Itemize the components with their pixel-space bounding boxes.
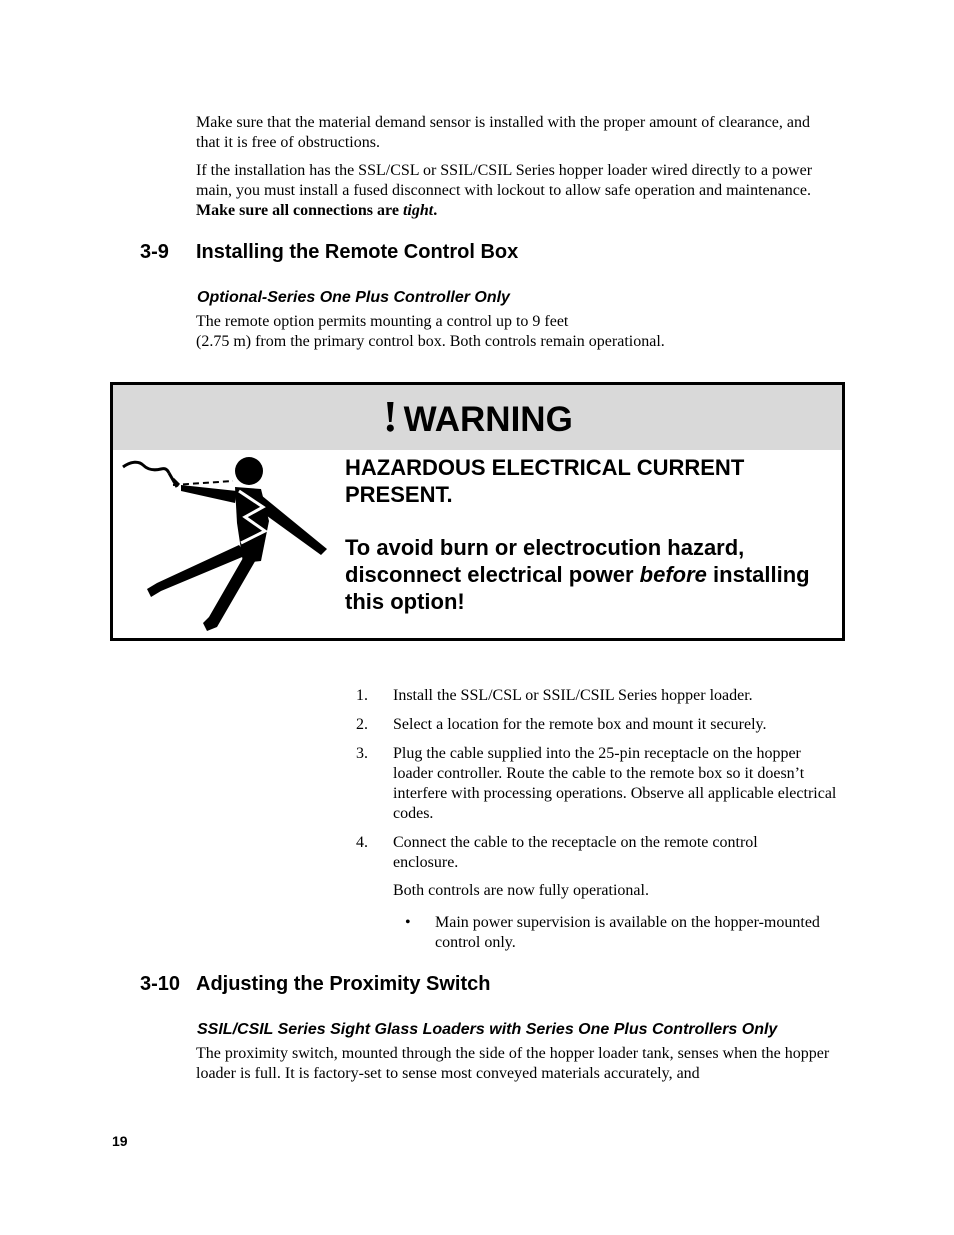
warning-title (383, 393, 573, 444)
step-text: Select a location for the remote box and mount it securely. (393, 716, 767, 733)
warning-instruction-text (345, 534, 815, 615)
section-title: Adjusting the Proximity Switch (196, 973, 491, 995)
section-heading-3-10 (140, 972, 740, 996)
list-item (356, 715, 856, 735)
step-number: 3. (356, 745, 368, 762)
warning-box (110, 382, 845, 641)
emphasis-connections: Make sure all connections are (196, 202, 403, 219)
warning-emphasis-before: before (639, 562, 707, 587)
warning-instruction-end: installing this option! (345, 562, 810, 614)
exclamation-icon: ! (383, 392, 398, 441)
list-item (356, 686, 856, 706)
paragraph-fused-disconnect (196, 161, 836, 221)
warning-label: WARNING (403, 400, 573, 439)
emphasis-period: . (433, 202, 438, 219)
section-title: Installing the Remote Control Box (196, 241, 519, 263)
list-item (356, 744, 856, 824)
list-item (405, 913, 855, 953)
list-item (356, 833, 856, 873)
paragraph-text: If the installation has the SSL/CSL or SSIL/CSIL Series hopper loader wired directly to a power main, you must install a fused disconnect with lockout to allow safe operation and maintenance. (196, 162, 813, 199)
controls-operational-note: Both controls are now fully operational. (393, 882, 649, 899)
section-number: 3-9 (140, 241, 169, 263)
section-heading-3-9 (140, 240, 740, 264)
warning-hazard-text: HAZARDOUS ELECTRICAL CURRENT PRESENT. (345, 455, 745, 507)
paragraph-sensor-clearance: Make sure that the material demand sensor is installed with the proper amount of clearance, and that it is free of obstructions. (196, 114, 811, 151)
bullet-icon: • (405, 914, 411, 931)
subheading-sight-glass-loaders: SSIL/CSIL Series Sight Glass Loaders with Series One Plus Controllers Only (197, 1021, 778, 1038)
bullet-text: Main power supervision is available on the hopper-mounted control only. (435, 914, 820, 951)
step-text: Install the SSL/CSL or SSIL/CSIL Series hopper loader. (393, 687, 753, 704)
section-number: 3-10 (140, 973, 181, 995)
page-number: 19 (112, 1133, 128, 1149)
step-number: 1. (356, 687, 368, 704)
step-number: 2. (356, 716, 368, 733)
step-text: Connect the cable to the receptacle on the remote control enclosure. (393, 834, 758, 871)
paragraph-proximity-switch: The proximity switch, mounted through the side of the hopper loader tank, senses when the hopper loader is full. It is factory-set to sense most conveyed materials accurately, and (196, 1045, 830, 1082)
electrocution-hazard-icon (121, 451, 341, 635)
subheading-optional-series: Optional-Series One Plus Controller Only (197, 289, 510, 306)
warning-header (113, 385, 842, 450)
step-number: 4. (356, 834, 368, 851)
remote-option-line2: (2.75 m) from the primary control box. Both controls remain operational. (196, 333, 665, 350)
remote-option-line1: The remote option permits mounting a control up to 9 feet (196, 313, 569, 330)
step-text: Plug the cable supplied into the 25-pin receptacle on the hopper loader controller. Route the cable to the remote box so it doesn’t interfere with processing operations. Observe all applicable electrical codes. (393, 745, 837, 822)
warning-instruction-start: To avoid burn or electrocution hazard, disconnect electrical power (345, 535, 745, 587)
emphasis-tight: tight (402, 202, 434, 219)
